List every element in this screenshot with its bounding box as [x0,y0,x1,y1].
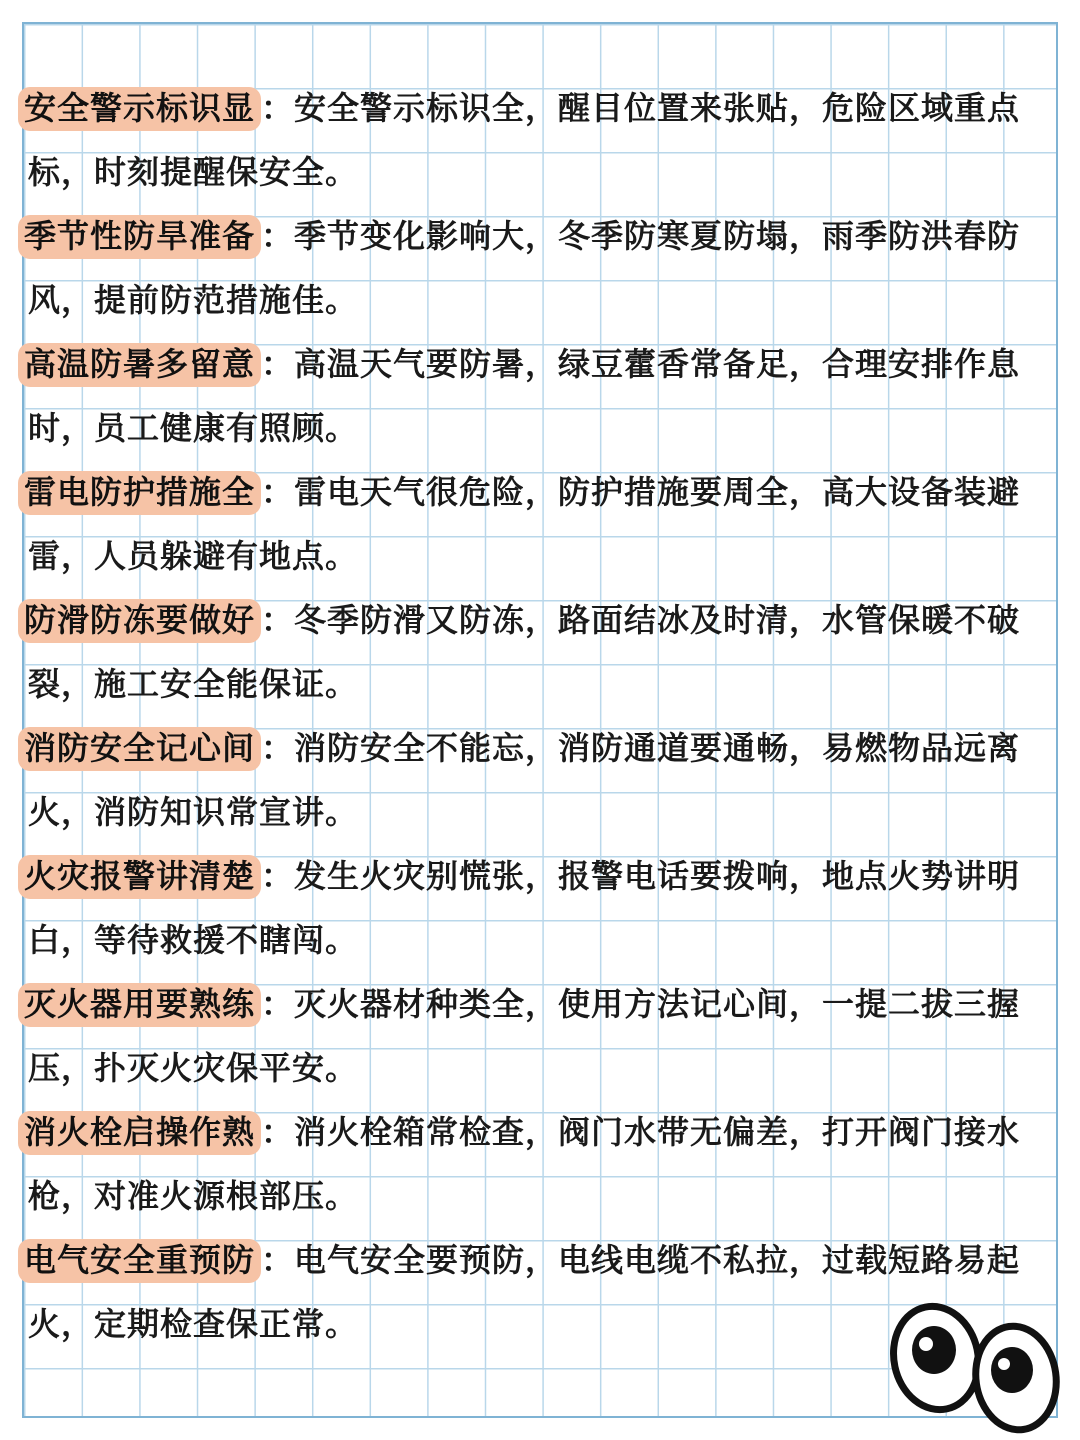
item-text: 季节变化影响大，冬季防寒夏防塌，雨季防洪春防风，提前防范措施佳。 [28,217,1021,319]
item-title: 火灾报警讲清楚 [18,855,261,899]
list-item: 防滑防冻要做好 ：冬季防滑又防冻，路面结冰及时清，水管保暖不破裂，施工安全能保证。 [28,588,1040,716]
item-text: 消防安全不能忘，消防通道要通畅，易燃物品远离火，消防知识常宣讲。 [28,729,1021,831]
safety-list [24,76,1040,1356]
list-item: 消火栓启操作熟 ：消火栓箱常检查，阀门水带无偏差，打开阀门接水枪，对准火源根部压。 [28,1100,1040,1228]
list-item: 电气安全重预防 ：电气安全要预防，电线电缆不私拉，过载短路易起火，定期检查保正常。 [28,1228,1040,1356]
googly-eyes-icon [888,1296,1068,1436]
item-title: 防滑防冻要做好 [18,599,261,643]
list-item: 灭火器用要熟练 ：灭火器材种类全，使用方法记心间，一提二拔三握压，扑灭火灾保平安。 [28,972,1040,1100]
item-title: 安全警示标识显 [18,87,261,131]
item-text: 雷电天气很危险，防护措施要周全，高大设备装避雷，人员躲避有地点。 [28,473,1021,575]
item-title: 季节性防旱准备 [18,215,261,259]
item-title: 雷电防护措施全 [18,471,261,515]
item-title: 消火栓启操作熟 [18,1111,261,1155]
item-text: 安全警示标识全，醒目位置来张贴，危险区域重点标，时刻提醒保安全。 [28,89,1021,191]
item-text: 消火栓箱常检查，阀门水带无偏差，打开阀门接水枪，对准火源根部压。 [28,1113,1021,1215]
list-item: 火灾报警讲清楚 ：发生火灾别慌张，报警电话要拨响，地点火势讲明白，等待救援不瞎闯。 [28,844,1040,972]
item-title: 消防安全记心间 [18,727,261,771]
item-title: 灭火器用要熟练 [18,983,261,1027]
item-text: 高温天气要防暑，绿豆藿香常备足，合理安排作息时，员工健康有照顾。 [28,345,1021,447]
list-item: 高温防暑多留意 ：高温天气要防暑，绿豆藿香常备足，合理安排作息时，员工健康有照顾。 [28,332,1040,460]
list-item: 消防安全记心间 ：消防安全不能忘，消防通道要通畅，易燃物品远离火，消防知识常宣讲。 [28,716,1040,844]
item-text: 电气安全要预防，电线电缆不私拉，过载短路易起火，定期检查保正常。 [28,1241,1021,1343]
item-title: 高温防暑多留意 [18,343,261,387]
list-item: 雷电防护措施全 ：雷电天气很危险，防护措施要周全，高大设备装避雷，人员躲避有地点。 [28,460,1040,588]
item-text: 灭火器材种类全，使用方法记心间，一提二拔三握压，扑灭火灾保平安。 [28,985,1021,1087]
item-title: 电气安全重预防 [18,1239,261,1283]
item-text: 发生火灾别慌张，报警电话要拨响，地点火势讲明白，等待救援不瞎闯。 [28,857,1021,959]
list-item: 季节性防旱准备 ：季节变化影响大，冬季防寒夏防塌，雨季防洪春防风，提前防范措施佳。 [28,204,1040,332]
list-item: 安全警示标识显 ：安全警示标识全，醒目位置来张贴，危险区域重点标，时刻提醒保安全。 [28,76,1040,204]
item-text: 冬季防滑又防冻，路面结冰及时清，水管保暖不破裂，施工安全能保证。 [28,601,1021,703]
